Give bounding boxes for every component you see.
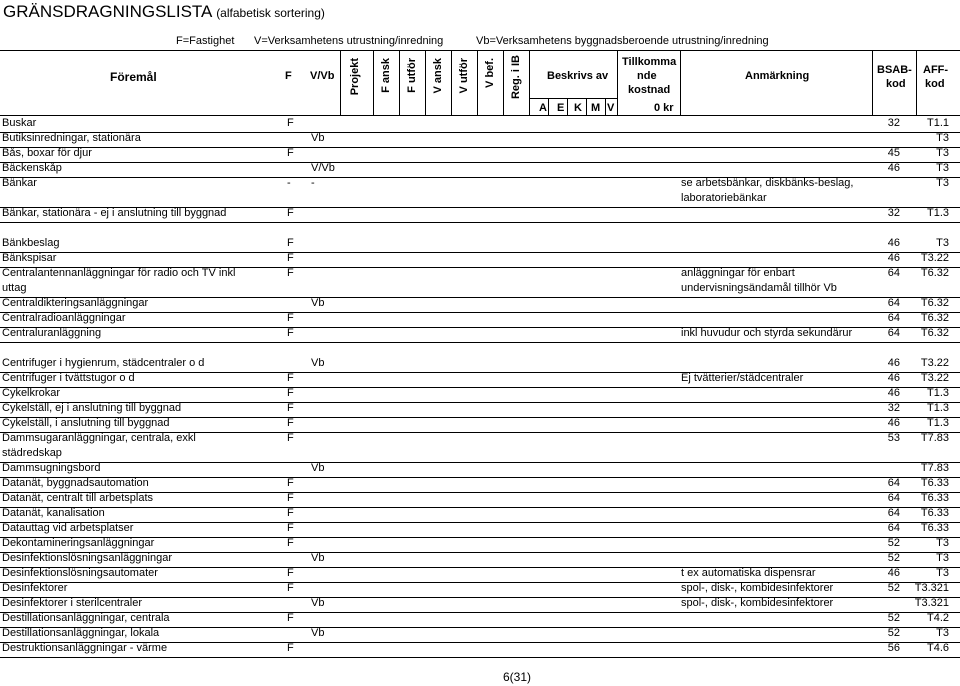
legend-verksamhet: V=Verksamhetens utrustning/inredning <box>254 35 444 47</box>
row-bsab: 52 <box>887 612 900 624</box>
row-vvb: Vb <box>311 597 325 609</box>
row-separator <box>0 132 960 133</box>
row-f: F <box>287 372 294 384</box>
row-bsab: 46 <box>887 237 900 249</box>
row-foremal: Dammsugningsbord <box>2 462 101 474</box>
header-subline <box>529 98 617 99</box>
header-divider <box>425 50 426 115</box>
row-bsab: 64 <box>887 267 900 279</box>
legend-verksamhet-bygg: Vb=Verksamhetens byggnadsberoende utrustning/inredning <box>476 35 769 47</box>
header-divider <box>340 50 341 115</box>
row-aff: T3 <box>936 237 949 249</box>
row-f: F <box>287 402 294 414</box>
row-foremal: Bäckenskåp <box>2 162 62 174</box>
row-f: F <box>287 612 294 624</box>
row-foremal: Centrifuger i tvättstugor o d <box>2 372 135 384</box>
header-divider <box>680 50 681 115</box>
row-f: F <box>287 267 294 279</box>
row-foremal-cont: städredskap <box>2 447 62 459</box>
row-foremal-cont: uttag <box>2 282 27 294</box>
row-aff: T3 <box>936 177 949 189</box>
row-foremal: Destruktionsanläggningar - värme <box>2 642 168 654</box>
row-bsab: 52 <box>887 627 900 639</box>
col-f: F <box>285 70 292 82</box>
row-anmarkning: inkl huvudur och styrda sekundärur <box>681 327 853 339</box>
header-divider <box>529 50 530 115</box>
row-bsab: 64 <box>887 327 900 339</box>
row-aff: T6.33 <box>920 507 949 519</box>
row-foremal: Centraluranläggning <box>2 327 102 339</box>
col-vvb: V/Vb <box>310 70 335 82</box>
row-separator <box>0 462 960 463</box>
col-regib: Reg. i IB <box>510 55 522 100</box>
row-bsab: 45 <box>887 147 900 159</box>
row-separator <box>0 342 960 343</box>
col-vutfor: V utför <box>458 58 470 94</box>
row-f: F <box>287 522 294 534</box>
row-bsab: 46 <box>887 372 900 384</box>
row-vvb: Vb <box>311 132 325 144</box>
row-anmarkning: spol-, disk-, kombidesinfektorer <box>681 597 834 609</box>
row-bsab: 46 <box>887 357 900 369</box>
row-f: F <box>287 237 294 249</box>
col-bsab-1: BSAB- <box>877 64 912 76</box>
col-vansk: V ansk <box>432 58 444 94</box>
row-f: F <box>287 207 294 219</box>
row-anmarkning-cont: undervisningsändamål tillhör Vb <box>681 282 837 294</box>
row-f: F <box>287 492 294 504</box>
col-tillkomma-2: nde <box>637 70 657 82</box>
row-foremal: Buskar <box>2 117 37 129</box>
page-number: 6(31) <box>503 670 532 684</box>
col-sub-0kr: 0 kr <box>654 102 674 114</box>
row-foremal: Bänkar <box>2 177 37 189</box>
row-foremal: Datanät, byggnadsautomation <box>2 477 149 489</box>
row-foremal: Centralantennanläggningar för radio och TV inkl <box>2 267 236 279</box>
row-aff: T1.3 <box>926 402 949 414</box>
row-foremal: Desinfektionslösningsautomater <box>2 567 158 579</box>
col-projekt: Projekt <box>349 58 361 96</box>
row-vvb: V/Vb <box>311 162 335 174</box>
row-bsab: 32 <box>887 117 900 129</box>
row-foremal: Bänkspisar <box>2 252 57 264</box>
table-header <box>0 50 960 116</box>
row-anmarkning: spol-, disk-, kombidesinfektorer <box>681 582 834 594</box>
row-bsab: 53 <box>887 432 900 444</box>
row-separator <box>0 162 960 163</box>
row-aff: T3 <box>936 147 949 159</box>
header-divider <box>477 50 478 115</box>
row-aff: T6.32 <box>920 312 949 324</box>
row-aff: T3 <box>936 567 949 579</box>
page-title <box>3 2 325 22</box>
row-vvb: Vb <box>311 297 325 309</box>
row-anmarkning: se arbetsbänkar, diskbänks-beslag, <box>681 177 854 189</box>
row-vvb: Vb <box>311 627 325 639</box>
title-subtitle: (alfabetisk sortering) <box>216 6 325 20</box>
row-aff: T3.22 <box>920 252 949 264</box>
row-foremal: Cykelställ, i anslutning till byggnad <box>2 417 170 429</box>
row-f: F <box>287 567 294 579</box>
row-bsab: 46 <box>887 417 900 429</box>
row-aff: T1.3 <box>926 207 949 219</box>
col-sub-a: A <box>539 102 547 114</box>
row-foremal: Butiksinredningar, stationära <box>2 132 141 144</box>
row-bsab: 52 <box>887 552 900 564</box>
row-foremal: Bänkar, stationära - ej i anslutning till byggnad <box>2 207 227 219</box>
row-aff: T6.32 <box>920 327 949 339</box>
header-divider <box>567 98 568 115</box>
row-foremal: Destillationsanläggningar, lokala <box>2 627 160 639</box>
row-vvb: - <box>311 177 315 189</box>
row-aff: T3.321 <box>914 582 949 594</box>
row-aff: T3 <box>936 162 949 174</box>
header-divider <box>617 50 618 115</box>
row-aff: T6.33 <box>920 492 949 504</box>
row-aff: T7.83 <box>920 462 949 474</box>
row-bsab: 32 <box>887 207 900 219</box>
row-aff: T3 <box>936 627 949 639</box>
row-bsab: 56 <box>887 642 900 654</box>
header-divider <box>373 50 374 115</box>
col-aff-2: kod <box>925 78 945 90</box>
row-aff: T3 <box>936 132 949 144</box>
row-aff: T3.22 <box>920 357 949 369</box>
row-separator <box>0 252 960 253</box>
row-bsab: 64 <box>887 297 900 309</box>
col-aff-1: AFF- <box>923 64 949 76</box>
row-bsab: 32 <box>887 402 900 414</box>
row-aff: T3.22 <box>920 372 949 384</box>
row-f: F <box>287 537 294 549</box>
legend-fastighet: F=Fastighet <box>176 35 235 47</box>
row-separator <box>0 312 960 313</box>
row-foremal: Centrifuger i hygienrum, städcentraler o d <box>2 357 205 369</box>
row-anmarkning: t ex automatiska dispensrar <box>681 567 816 579</box>
row-aff: T1.3 <box>926 387 949 399</box>
row-aff: T6.32 <box>920 267 949 279</box>
row-f: F <box>287 432 294 444</box>
row-foremal: Datanät, centralt till arbetsplats <box>2 492 154 504</box>
row-f: F <box>287 312 294 324</box>
row-separator <box>0 222 960 223</box>
row-f: F <box>287 507 294 519</box>
row-foremal: Desinfektorer <box>2 582 68 594</box>
col-sub-k: K <box>574 102 582 114</box>
row-aff: T6.33 <box>920 477 949 489</box>
row-foremal: Datanät, kanalisation <box>2 507 105 519</box>
row-f: F <box>287 117 294 129</box>
row-anmarkning: anläggningar för enbart <box>681 267 795 279</box>
col-tillkomma-1: Tillkomma <box>622 56 677 68</box>
row-f: F <box>287 417 294 429</box>
row-f: F <box>287 477 294 489</box>
col-futfor: F utför <box>406 58 418 93</box>
col-sub-e: E <box>557 102 565 114</box>
row-foremal: Cykelställ, ej i anslutning till byggnad <box>2 402 182 414</box>
header-divider <box>548 98 549 115</box>
header-top-line <box>0 50 960 51</box>
row-aff: T7.83 <box>920 432 949 444</box>
row-bsab: 64 <box>887 477 900 489</box>
row-aff: T6.32 <box>920 297 949 309</box>
col-sub-m: M <box>591 102 601 114</box>
col-beskrivs: Beskrivs av <box>547 70 609 82</box>
row-foremal: Centralradioanläggningar <box>2 312 126 324</box>
row-anmarkning-cont: laboratoriebänkar <box>681 192 767 204</box>
row-f: F <box>287 642 294 654</box>
col-fansk: F ansk <box>380 58 392 93</box>
col-sub-v: V <box>607 102 615 114</box>
row-bsab: 64 <box>887 312 900 324</box>
row-separator <box>0 387 960 388</box>
row-vvb: Vb <box>311 552 325 564</box>
col-vbef: V bef. <box>484 58 496 88</box>
row-f: F <box>287 252 294 264</box>
header-divider <box>451 50 452 115</box>
row-foremal: Dammsugaranläggningar, centrala, exkl <box>2 432 196 444</box>
row-f: - <box>287 177 291 189</box>
row-foremal: Centraldikteringsanläggningar <box>2 297 149 309</box>
header-divider <box>605 98 606 115</box>
row-aff: T3.321 <box>914 597 949 609</box>
header-divider <box>872 50 873 115</box>
row-separator <box>0 657 960 658</box>
row-bsab: 64 <box>887 492 900 504</box>
row-foremal: Desinfektorer i sterilcentraler <box>2 597 142 609</box>
col-bsab-2: kod <box>886 78 906 90</box>
row-aff: T4.6 <box>926 642 949 654</box>
row-f: F <box>287 147 294 159</box>
row-separator <box>0 507 960 508</box>
row-bsab: 52 <box>887 537 900 549</box>
row-bsab: 46 <box>887 162 900 174</box>
row-bsab: 52 <box>887 582 900 594</box>
row-f: F <box>287 327 294 339</box>
row-f: F <box>287 387 294 399</box>
header-divider <box>916 50 917 115</box>
row-aff: T3 <box>936 537 949 549</box>
row-bsab: 64 <box>887 522 900 534</box>
title-text: GRÄNSDRAGNINGSLISTA <box>3 2 212 21</box>
row-separator <box>0 522 960 523</box>
row-bsab: 46 <box>887 387 900 399</box>
row-aff: T1.1 <box>926 117 949 129</box>
row-foremal: Desinfektionslösningsanläggningar <box>2 552 173 564</box>
col-tillkomma-3: kostnad <box>628 84 671 96</box>
row-bsab: 46 <box>887 252 900 264</box>
col-anmarkning: Anmärkning <box>745 70 810 82</box>
row-foremal: Bås, boxar för djur <box>2 147 92 159</box>
row-foremal: Bänkbeslag <box>2 237 60 249</box>
row-bsab: 46 <box>887 567 900 579</box>
row-separator <box>0 147 960 148</box>
row-aff: T1.3 <box>926 417 949 429</box>
row-foremal: Datauttag vid arbetsplatser <box>2 522 134 534</box>
row-aff: T4.2 <box>926 612 949 624</box>
row-aff: T3 <box>936 552 949 564</box>
header-divider <box>586 98 587 115</box>
row-vvb: Vb <box>311 462 325 474</box>
header-divider <box>399 50 400 115</box>
row-foremal: Cykelkrokar <box>2 387 61 399</box>
row-f: F <box>287 582 294 594</box>
row-anmarkning: Ej tvätterier/städcentraler <box>681 372 804 384</box>
row-aff: T6.33 <box>920 522 949 534</box>
col-foremal: Föremål <box>110 70 157 84</box>
header-bottom-line <box>0 115 960 116</box>
row-foremal: Dekontamineringsanläggningar <box>2 537 155 549</box>
row-vvb: Vb <box>311 357 325 369</box>
row-separator <box>0 372 960 373</box>
row-bsab: 64 <box>887 507 900 519</box>
row-foremal: Destillationsanläggningar, centrala <box>2 612 170 624</box>
header-divider <box>503 50 504 115</box>
